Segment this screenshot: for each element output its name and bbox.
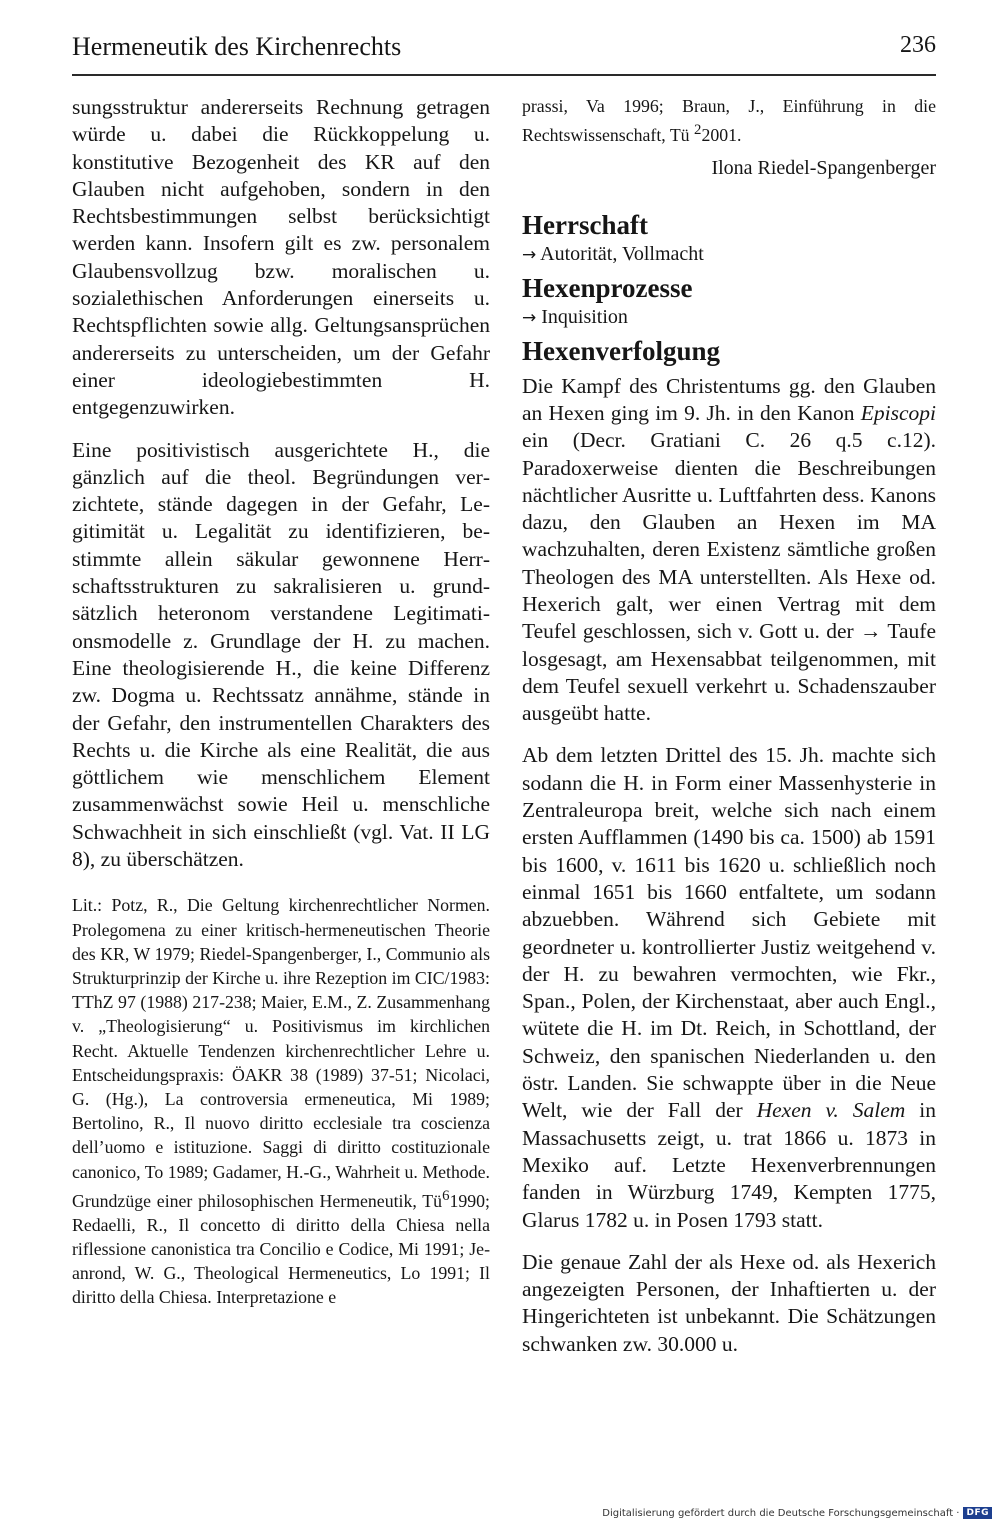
paragraph: Die genaue Zahl der als Hexe od. als Hexerich angezeigten Personen, der Inhaftierten u. der Hingerichteten ist unbekannt. Die Schätzungen schwanken zw. 30.000 u. xyxy=(522,1249,936,1356)
paragraph: Eine positivistisch ausgerichtete H., die gänzlich auf die theol. Begründungen verzichtete, stände dagegen in der Gefahr, Legitimität u. Legalität zu identifizieren, bestimmte allein säkular gewonnene Herrschaftsstrukturen zu sakralisieren u. grundsätzlich heteronom verstandene Legitimationsmodelle z. Grundlage der H. zu machen. Eine theologisierende H., die keine Differenz zw. Dogma u. Rechtssatz annähme, stände in der Gefahr, den instrumentellen Charakters des Rechts u. die Kirche als eine Realität, die aus göttlichem wie menschlichem Element zusammenwächst sowie Heil u. menschliche Schwachheit in sich einschließt (vgl. Vat. II LG 8), zu überschätzen. xyxy=(72,437,490,872)
cross-reference-target: Inquisition xyxy=(541,305,628,328)
author-signature: Ilona Riedel-Spangenberger xyxy=(711,157,936,180)
text-span: Taufe losgesagt, am Hexensabbat teilgenommen, mit dem Teufel sexuell verkehrt u. Schadenszauber ausgeübt hatte. xyxy=(522,619,936,726)
literature-text: Lit.: Potz, R., Die Geltung kirchenrechtlicher Normen. Prolegomena zu einer kritisch-hermeneutischen Theorie des KR, W 1979; Riedel-Spangenberger, I., Communio als Strukturprinzip der Kirche u. ihre Rezeption im CIC/1983: TThZ 97 (1988) 217-238; Maier, E.M., Z. Zusammenhang v. „Theologisierung“ u. Positivismus im kirchlichen Recht. Aktuelle Tendenzen kirchenrechtlicher Lehre u. Entscheidungspraxis: ÖAKR 38 (1989) 37-51; Nicolaci, G. (Hg.), La controversia ermeneutica, Mi 1989; Bertolino, R., Il nuovo diritto ecclesiale tra coscienza dell’uomo e istituzione. Saggi di diritto costituzionale canonico, To 1989; Gadamer, H.-G., Wahrheit u. Methode. Grundzüge einer philosophischen Hermeneutik, Tü xyxy=(72,895,490,1211)
page-number: 236 xyxy=(900,32,936,58)
emphasis: Hexen v. Salem xyxy=(756,1098,906,1123)
literature-continuation xyxy=(522,94,936,147)
arrow-right-icon: → xyxy=(522,307,537,328)
text-span: Die Kampf des Christentums gg. den Glauben an Hexen ging im 9. Jh. in den Kanon xyxy=(522,373,936,425)
literature-text: prassi, Va 1996; Braun, J., Einführung in die Rechtswissenschaft, Tü xyxy=(522,96,936,146)
literature-text-cont: 1990; Redaelli, R., Il concetto di diritto della Chiesa nella riflessione canonistica tra Concilio e Codice, Mi 1991; Jeanrond, W. G., Theological Hermeneutics, Lo 1991; Il diritto della Chiesa. Interpretazione e xyxy=(72,1190,490,1308)
running-title: Hermeneutik des Kirchenrechts xyxy=(72,32,402,61)
right-column xyxy=(522,94,936,1358)
cross-reference[interactable] xyxy=(522,304,936,331)
paragraph xyxy=(522,373,936,728)
cross-reference-target: Autorität, Vollmacht xyxy=(540,242,704,265)
entry-heading-herrschaft: Herrschaft xyxy=(522,209,648,240)
literature-list xyxy=(72,893,490,1309)
entry-heading-hexenprozesse: Hexenprozesse xyxy=(522,272,693,303)
cross-reference[interactable] xyxy=(522,241,936,268)
edition-superscript: 2 xyxy=(694,122,702,139)
emphasis: Episcopi xyxy=(860,400,936,425)
footer-text: Digitalisierung gefördert durch die Deutsche Forschungsgemeinschaft · xyxy=(602,1507,960,1519)
text-span: Ab dem letzten Drittel des 15. Jh. machte sich sodann die H. in Form einer Massenhysterie in Zentraleuropa breit, welche sich nach einem ersten Aufflammen (1490 bis ca. 1500) ab 1591 bis 1600, v. 1611 bis 1620 u. schließlich noch einmal 1651 bis 1660 entfaltete, um sodann abzuebben. Während sich Gebiete mit geordneter u. kontrollierter Justiz weitgehend v. der H. zu bewahren vermochten, wie Fkr., Span., Polen, der Kirchenstaat, aber auch Engl., wütete die H. im Dt. Reich, in Schottland, der Schweiz, den spanischen Niederlanden u. den östr. Landen. Sie schwappte über in die Neue Welt, wie der Fall der xyxy=(522,743,936,1123)
paragraph: sungsstruktur andererseits Rechnung getragen würde u. dabei die Rückkoppelung u. konstitutive Bezogenheit des KR auf den Glauben nicht aufgehoben, sondern in den Rechtsbestimmungen selbst berücksichtigt werden kann. Insofern gilt es zw. personalem Glaubensvollzug bzw. moralischen u. sozialethischen Anforderungen einerseits u. Rechtspflichten sowie allg. Geltungsansprüchen andererseits zu unterscheiden, um der Gefahr einer ideologiebestimmten H. entgegenzuwirken. xyxy=(72,95,490,420)
paragraph xyxy=(522,742,936,1233)
dfg-logo: DFG xyxy=(963,1507,992,1519)
entry-heading-hexenverfolgung: Hexenverfolgung xyxy=(522,335,720,366)
text-span: in Massachusetts zeigt, u. trat 1866 u. 1873 in Mexiko auf. Letzte Hexenverbrennungen fanden in Würzburg 1749, Kempten 1775, Glarus 1782 u. in Posen 1793 statt. xyxy=(522,1098,936,1232)
arrow-right-icon: → xyxy=(859,619,882,644)
edition-superscript: 6 xyxy=(442,1187,450,1204)
running-header xyxy=(72,28,936,76)
text-span: ein (Decr. Gratiani C. 26 q.5 c.12). Paradoxerweise dienten die Beschreibungen nächtlicher Ausritte u. Luftfahrten dess. Kanons dazu, den Glauben an Hexen im MA wachzuhalten, deren Existenz sämtliche großen Theologen des MA unterstellten. Als Hexe od. Hexerich galt, wer einen Vertrag mit dem Teufel geschlossen, sich v. Gott u. der xyxy=(522,428,936,644)
digitization-footer xyxy=(602,1507,992,1519)
arrow-right-icon: → xyxy=(522,244,537,265)
literature-text-end: 2001. xyxy=(701,125,742,146)
left-column xyxy=(72,94,490,1310)
